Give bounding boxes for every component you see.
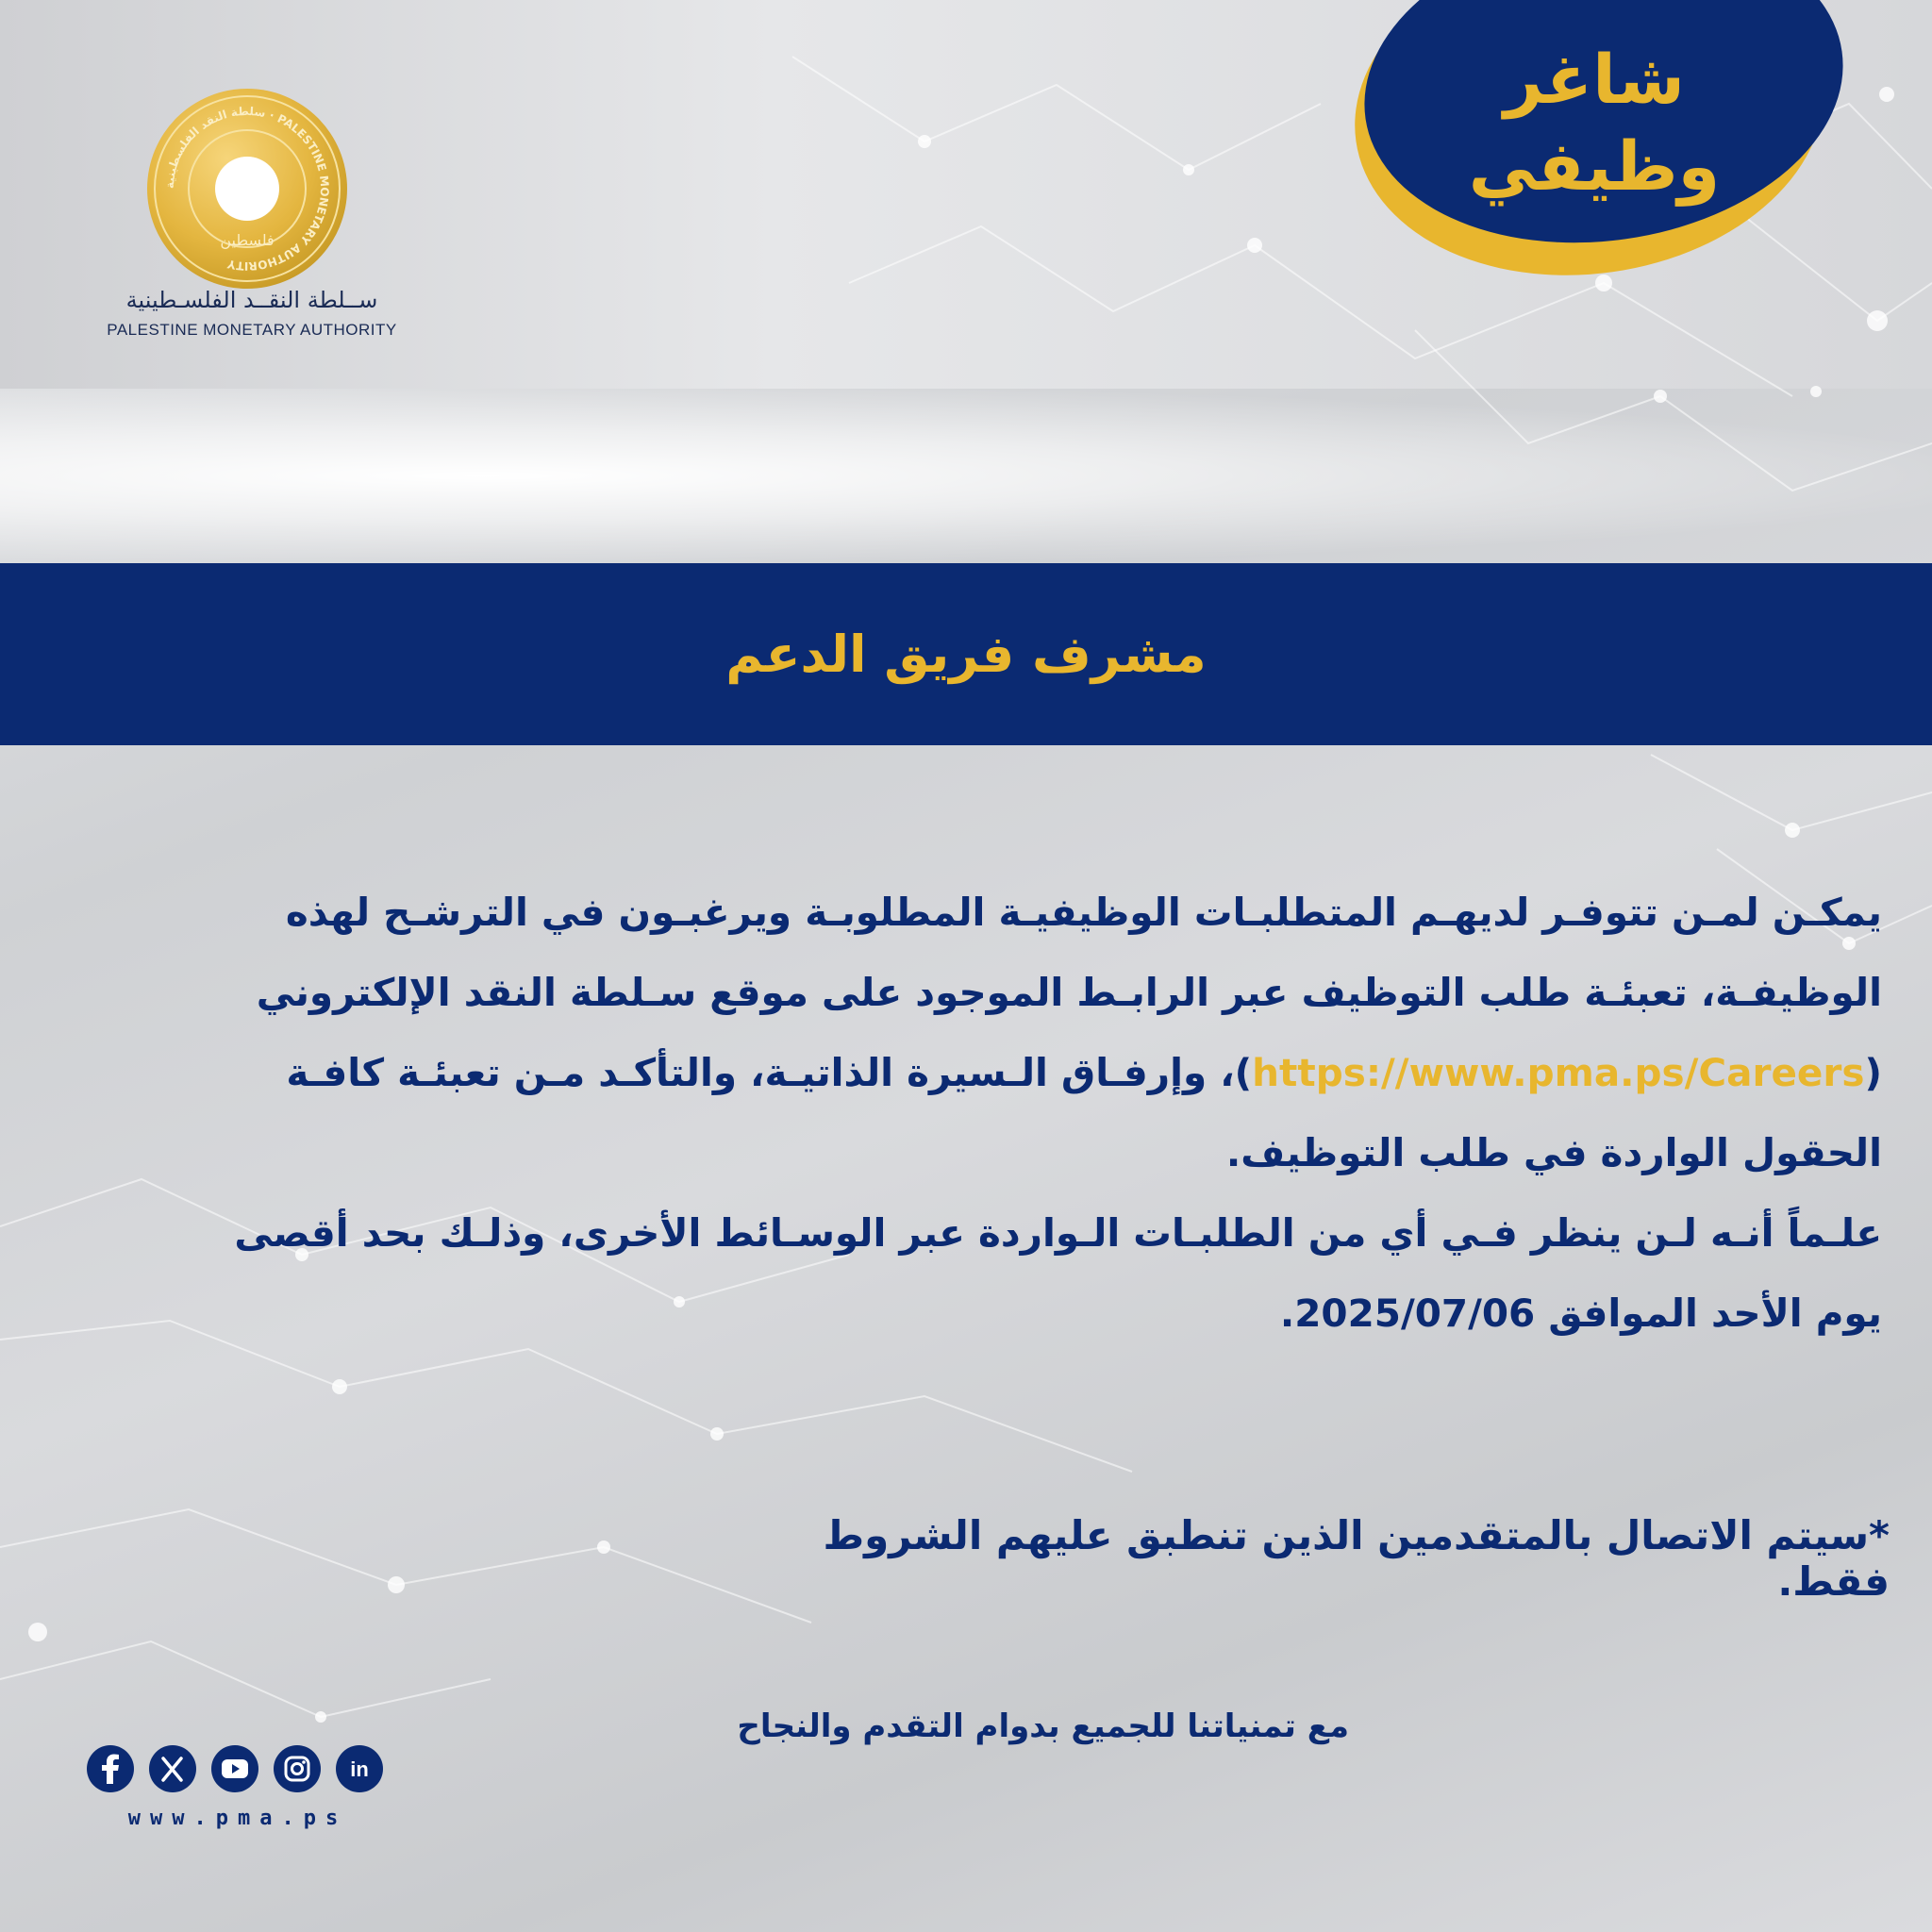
job-title: مشرف فريق الدعم <box>725 625 1207 684</box>
title-bar <box>0 563 1932 745</box>
careers-link[interactable]: https://www.pma.ps/Careers <box>1252 1050 1865 1095</box>
vacancy-badge <box>1434 36 1755 209</box>
seal-ring-text: سلطة النقد الفلسطينية · PALESTINE MONETARY AUTHORITY <box>162 104 332 274</box>
body-line: علـماً أنـه لـن ينظر فـي أي من الطلبـات الـواردة عبر الوسـائط الأخرى، وذلـك بحد أقصى <box>234 1210 1882 1256</box>
social-links <box>87 1745 389 1794</box>
instagram-icon[interactable] <box>274 1745 321 1792</box>
badge-line-2: وظيفي <box>1468 126 1721 206</box>
body-line <box>28 1033 1882 1113</box>
body-line: يمكـن لمـن تتوفـر لديهـم المتطلبـات الوظيفيـة المطلوبـة ويرغبـون في الترشـح لهذه <box>285 890 1882 935</box>
seal-center-text: فلسطين <box>220 231 275 249</box>
paren-open: ( <box>1864 1050 1882 1095</box>
x-icon[interactable] <box>149 1745 196 1792</box>
footnote: *سيتم الاتصال بالمتقدمين الذين تنطبق عليهم الشروط فقط. <box>823 1512 1890 1605</box>
linkedin-icon[interactable] <box>336 1745 383 1792</box>
body-line: الوظيفـة، تعبئـة طلب التوظيف عبر الرابـط الموجود على موقع سـلطة النقد الإلكتروني <box>256 970 1882 1015</box>
body-line: يوم الأحد الموافق 2025/07/06. <box>1279 1291 1882 1336</box>
body-paragraph <box>28 873 1882 1354</box>
website-url[interactable]: www.pma.ps <box>127 1807 348 1830</box>
badge-line-1: شاغر <box>1504 40 1685 119</box>
logo-name-arabic: ســلطة النقــد الفلسـطينية <box>125 287 378 313</box>
body-line: الحقول الواردة في طلب التوظيف. <box>1225 1130 1882 1175</box>
closing-wish: مع تمنياتنا للجميع بدوام التقدم والنجاح <box>737 1707 1349 1745</box>
svg-text:in: in <box>350 1757 369 1781</box>
facebook-icon[interactable] <box>87 1745 134 1792</box>
body-line-rest: )، وإرفـاق الـسيرة الذاتيـة، والتأكـد مـن تعبئـة كافـة <box>286 1050 1253 1095</box>
youtube-icon[interactable] <box>211 1745 258 1792</box>
pma-seal-icon <box>143 85 351 292</box>
logo-name-english: PALESTINE MONETARY AUTHORITY <box>107 321 397 339</box>
pma-logo <box>87 85 417 340</box>
